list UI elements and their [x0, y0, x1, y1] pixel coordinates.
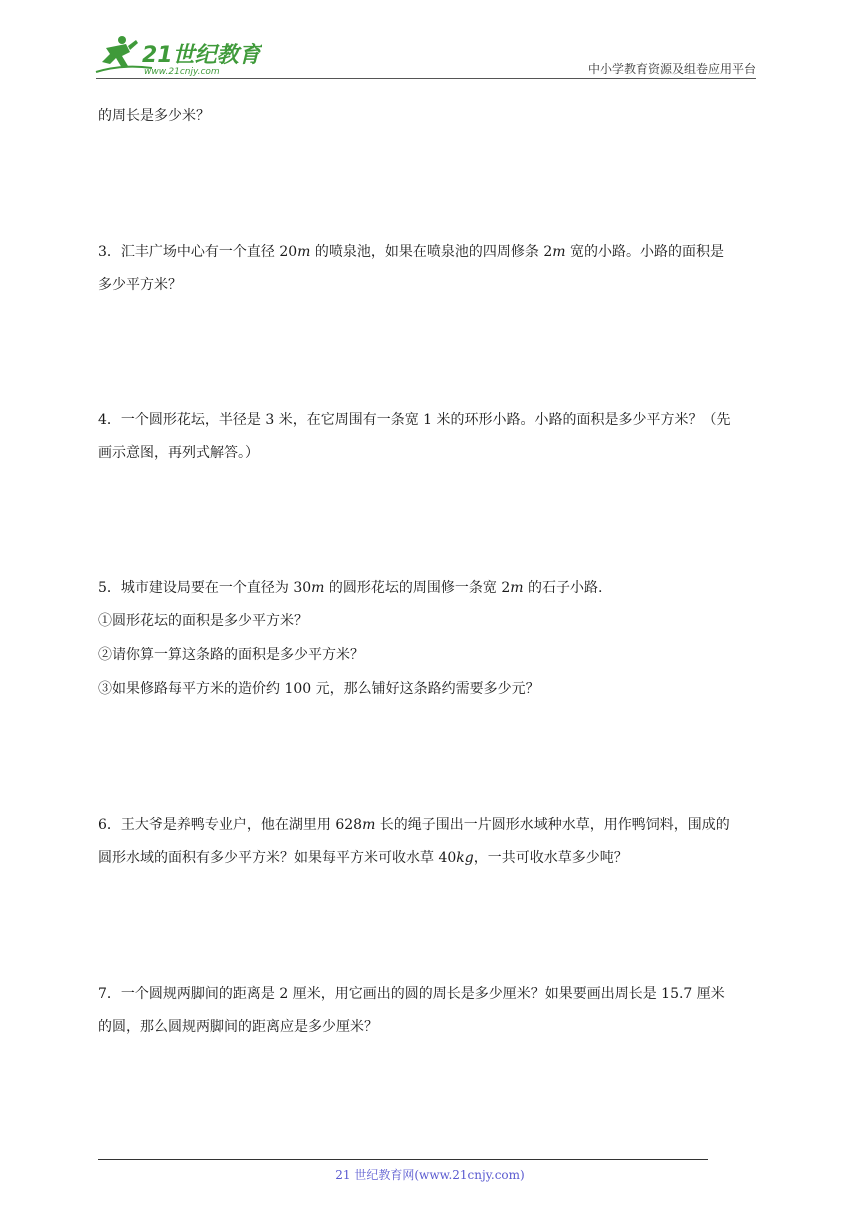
q7-line1: 7．一个圆规两脚间的距离是 2 厘米，用它画出的圆的周长是多少厘米？如果要画出周长是 15.7 厘米 — [98, 986, 725, 1002]
header-tagline: 中小学教育资源及组卷应用平台 — [587, 62, 756, 76]
page-header — [0, 0, 860, 80]
footer-divider — [98, 1159, 708, 1160]
runner-icon — [102, 36, 138, 68]
q2-tail: 的周长是多少米？ — [98, 108, 210, 124]
q3-line1: 3．汇丰广场中心有一个直径 20m 的喷泉池，如果在喷泉池的四周修条 2m 宽的小路。小路的面积是 — [98, 244, 724, 260]
logo-text: 21世纪教育 — [142, 43, 261, 68]
q5-sub2: ②请你算一算这条路的面积是多少平方米？ — [98, 647, 364, 663]
q5-sub3: ③如果修路每平方米的造价约 100 元，那么铺好这条路约需要多少元？ — [98, 681, 540, 697]
q6-line2: 圆形水域的面积有多少平方米？如果每平方米可收水草 40kg，一共可收水草多少吨？ — [98, 850, 628, 866]
q4-line1: 4．一个圆形花坛，半径是 3 米，在它周围有一条宽 1 米的环形小路。小路的面积是多少平方米？（先 — [98, 412, 731, 428]
q3-line2: 多少平方米？ — [98, 277, 182, 293]
q5-line1: 5．城市建设局要在一个直径为 30m 的圆形花坛的周围修一条宽 2m 的石子小路. — [98, 580, 603, 596]
footer-link[interactable]: 21 世纪教育网(www.21cnjy.com) — [335, 1168, 525, 1182]
site-logo — [92, 34, 262, 78]
header-divider — [96, 78, 756, 79]
q7-line2: 的圆，那么圆规两脚间的距离应是多少厘米？ — [98, 1019, 378, 1035]
q5-sub1: ①圆形花坛的面积是多少平方米？ — [98, 613, 308, 629]
q4-line2: 画示意图，再列式解答。） — [98, 445, 259, 461]
logo-url: www.21cnjy.com — [144, 67, 220, 77]
q6-line1: 6．王大爷是养鸭专业户，他在湖里用 628m 长的绳子围出一片圆形水域种水草，用作鸭饲料，围成的 — [98, 817, 730, 833]
